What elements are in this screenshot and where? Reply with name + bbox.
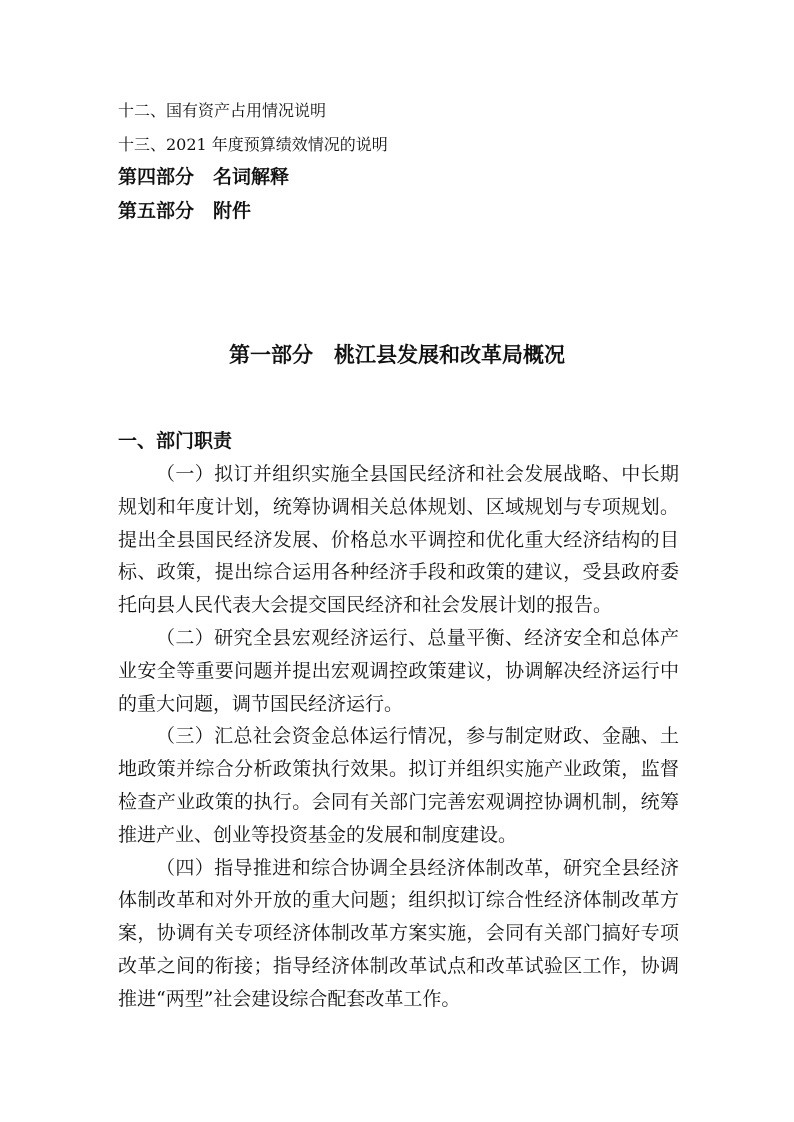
paragraph: （一）拟订并组织实施全县国民经济和社会发展战略、中长期规划和年度计划，统筹协调相关总体规划、区域规划与专项规划。提出全县国民经济发展、价格总水平调控和优化重大经济结构的目标、政策，提出综合运用各种经济手段和政策的建议，受县政府委托向县人民代表大会提交国民经济和社会发展计划的报告。 — [118, 463, 679, 617]
section-heading: 一、部门职责 — [118, 430, 233, 452]
section-body — [118, 458, 679, 1016]
paragraph: （二）研究全县宏观经济运行、总量平衡、经济安全和总体产业安全等重要问题并提出宏观调控政策建议，协调解决经济运行中的重大问题，调节国民经济运行。 — [118, 626, 679, 715]
toc-part-5: 第五部分 附件 — [118, 200, 252, 222]
paragraph: （四）指导推进和综合协调全县经济体制改革，研究全县经济体制改革和对外开放的重大问题；组织拟订综合性经济体制改革方案，协调有关专项经济体制改革方案实施，会同有关部门搞好专项改革之间的衔接；指导经济体制改革试点和改革试验区工作，协调推进“两型”社会建设综合配套改革工作。 — [118, 856, 679, 1010]
toc-part-4: 第四部分 名词解释 — [118, 166, 290, 188]
paragraph: （三）汇总社会资金总体运行情况，参与制定财政、金融、土地政策并综合分析政策执行效果。拟订并组织实施产业政策，监督检查产业政策的执行。会同有关部门完善宏观调控协调机制，统筹推进产业、创业等投资基金的发展和制度建设。 — [118, 725, 679, 846]
toc-item-13: 十三、2021 年度预算绩效情况的说明 — [118, 135, 388, 154]
toc-item-12: 十二、国有资产占用情况说明 — [118, 101, 327, 120]
part-title: 第一部分 桃江县发展和改革局概况 — [229, 343, 565, 367]
